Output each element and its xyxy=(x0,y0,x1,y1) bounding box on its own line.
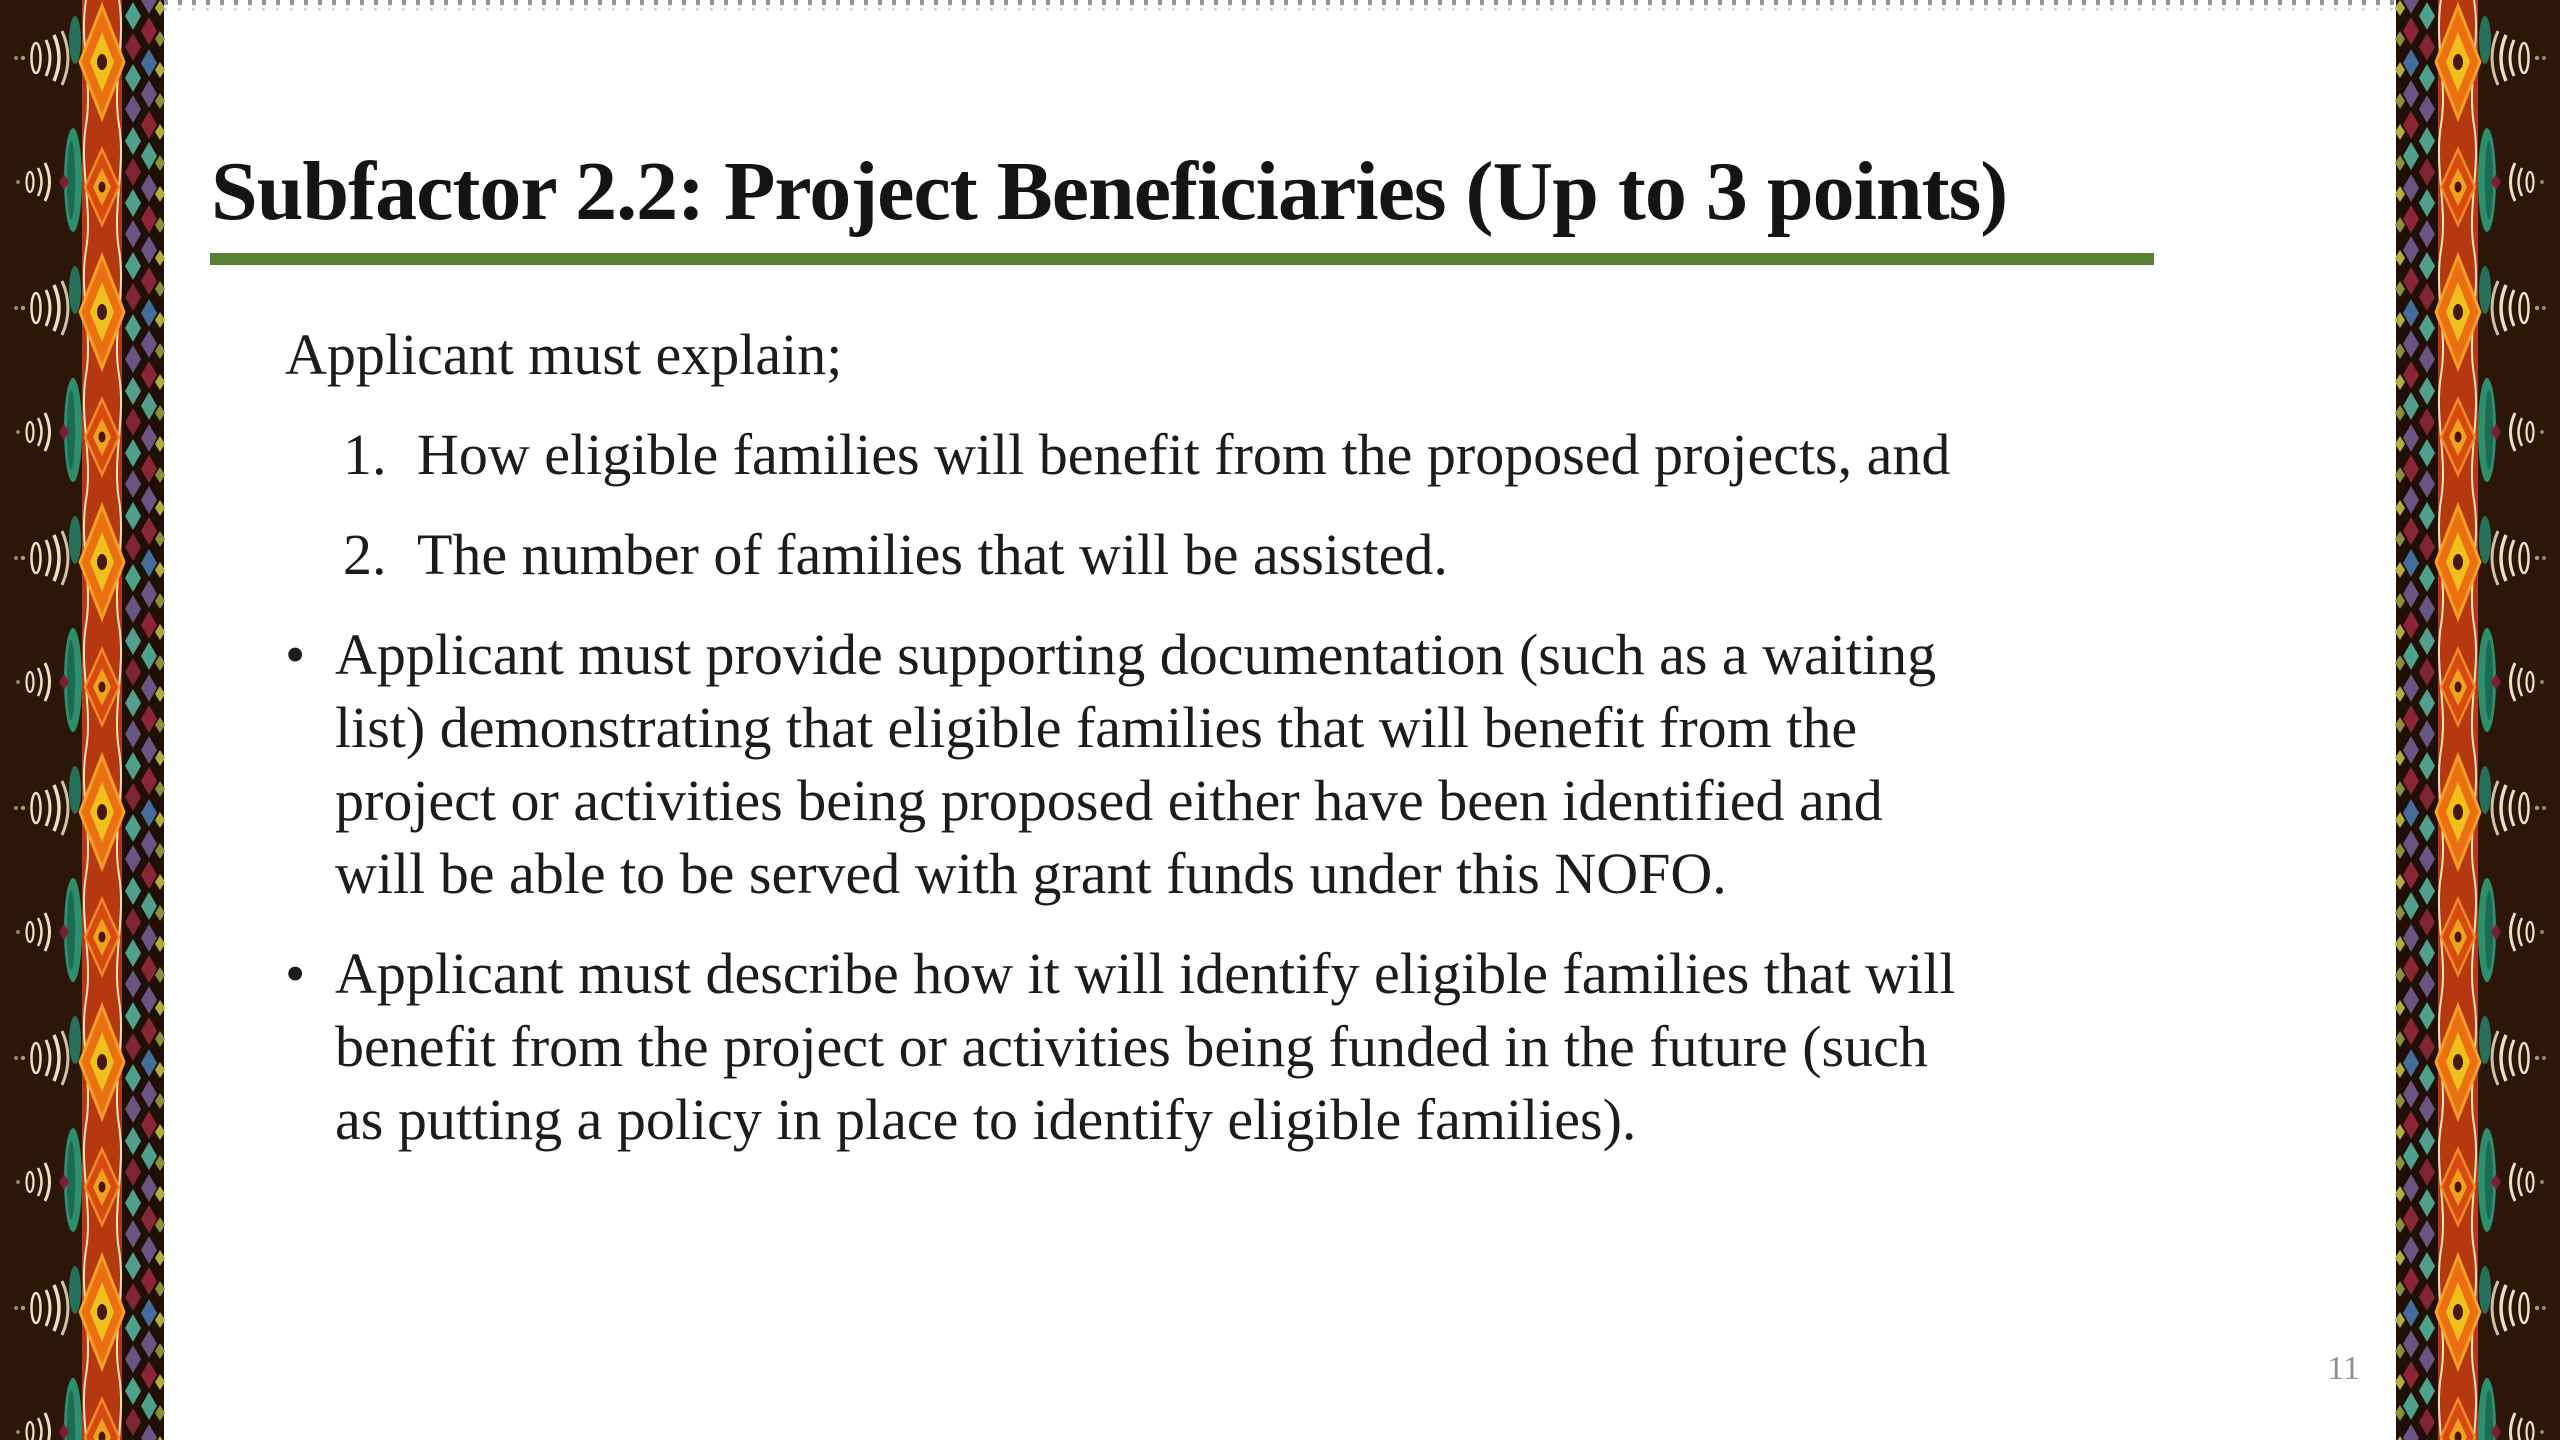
numbered-item xyxy=(343,418,2305,491)
bullet-marker-icon: • xyxy=(285,622,306,687)
numbered-item-number: 1. xyxy=(343,422,387,487)
bullet-item xyxy=(285,937,2305,1156)
bullet-text-line: as putting a policy in place to identify eligible families). xyxy=(335,1087,1637,1152)
bullet-text-line: Applicant must provide supporting documentation (such as a waiting xyxy=(335,622,1937,687)
bullet-text-line: benefit from the project or activities being funded in the future (such xyxy=(335,1014,1928,1079)
slide-body xyxy=(285,318,2305,1183)
intro-line: Applicant must explain; xyxy=(285,322,843,387)
slide-title: Subfactor 2.2: Project Beneficiaries (Up to 3 points) xyxy=(211,145,2008,238)
bullet-item xyxy=(285,618,2305,910)
numbered-item xyxy=(343,518,2305,591)
bullet-text-line: will be able to be served with grant funds under this NOFO. xyxy=(335,841,1727,906)
numbered-item-text: The number of families that will be assisted. xyxy=(417,522,1448,587)
bullet-text-line: list) demonstrating that eligible families that will benefit from the xyxy=(335,695,1858,760)
bullet-marker-icon: • xyxy=(285,941,306,1006)
numbered-item-number: 2. xyxy=(343,522,387,587)
top-edge-pattern-dots xyxy=(164,8,2396,11)
top-edge-pattern-ticks xyxy=(164,0,2396,5)
slide-page-number: 11 xyxy=(2327,1350,2360,1387)
numbered-item-text: How eligible families will benefit from the proposed projects, and xyxy=(417,422,1951,487)
bullet-text-line: Applicant must describe how it will identify eligible families that will xyxy=(335,941,1956,1006)
bullet-text-line: project or activities being proposed either have been identified and xyxy=(335,768,1883,833)
left-tribal-border xyxy=(0,0,165,1440)
right-tribal-border xyxy=(2395,0,2560,1440)
title-underline-rule xyxy=(210,253,2154,265)
